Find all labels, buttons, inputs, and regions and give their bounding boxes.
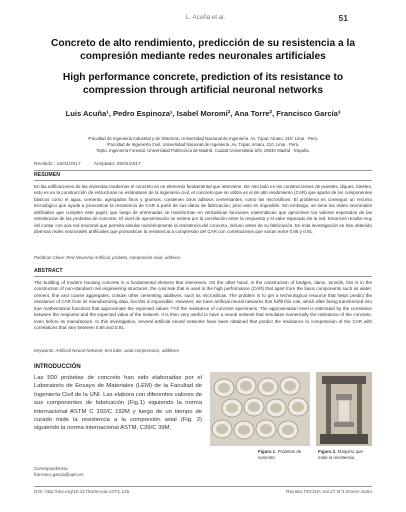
affiliation-2: ²Facultad de Ingeniería Civil, Universidad Nacional de Ingeniería. Av. Túpac Amaru, 210. Lima · Perú.: [106, 142, 300, 148]
author-list: Luis Acuña¹, Pedro Espinoza¹, Isabel Moromi², Ana Torre², Francisco García³: [65, 109, 341, 118]
abstract-keywords: Keywords: Artificial Neural Network, test tube, axial compression, additives: [34, 348, 180, 353]
resumen-rule: [34, 180, 372, 181]
figure-2-photo: [316, 372, 372, 446]
intro-heading: INTRODUCCIÓN: [34, 364, 81, 370]
doi-link[interactable]: DOI: http://doi.org/10.21754/tecnia.v27i1.125: [34, 490, 130, 495]
affiliation-3: ³Dpto. Ingeniería Forestal. Universidad Politécnica de Madrid, Ciudad Universitaria S/N, 28040 Madrid · España.: [96, 148, 310, 154]
figure-1-label: Figura 1.: [258, 449, 277, 454]
resumen-keywords: Palabras Clave: Red Neuronal Artificial, probeta, compresión axial, aditivos.: [34, 255, 181, 260]
figure-1-photo: [210, 372, 310, 446]
figure-1-text: Probetas de concreto: [258, 449, 302, 460]
accepted-date: Aceptado: 25/04/2017: [93, 162, 141, 167]
figure-1-caption: [258, 449, 310, 460]
correspondence-email[interactable]: francisco.garcia@upm.es: [34, 472, 84, 478]
received-date: Recibido : 15/01/2017: [34, 162, 81, 167]
abstract-text: The building of modern housing concrete is a fundamental element that intervenes. On the other hand, in the construction of bridges, dams, tunnels, this is in the construction of non-standard civil engineering structures, the concrete that is used is the high performance (CAR) that apart from the basic components such as water, cement, fine and coarse aggregates, contain other cementing additives, such as microsilicas. The problem is to get a technological resource that helps predict the resistance of CAR from its manufacturing data, but this is impossible. However, we have artificial neural networks that fulfill this role, which after being transformed into true mathematical functions that approximate the expected values ??of the resistance of concrete specimens. The approximation level is estimated by the correlation between the response and the expected value of the network. It is then very useful to have a neural network that simulates numerically the resistance of the concrete, even before its manufacture. In this investigation, several artificial neural networks have been obtained that predict the resistance to compression of the CAR with correlations that vary between 0.86 and 0.91.: [34, 280, 372, 331]
submission-dates: [34, 162, 372, 171]
correspondence: [34, 466, 84, 478]
affiliation-1: ¹Facultad de Ingeniería Industrial y de Sistemas, Universidad Nacional de Ingeniería. Av. Túpac Amaru, 210. Lima · Perú.: [87, 136, 319, 141]
abstract-rule: [34, 276, 372, 277]
affiliations: [40, 136, 366, 155]
resumen-text: En las edificaciones de las viviendas modernas el concreto es un elemento fundamental que interviene. De otro lado en las construcciones de puentes, diques, túneles, esto es en la construcción de estructuras no estándares de la ingeniería civil, el concreto que se utiliza es el de alto rendimiento (CAR) que aparte de los componentes básicos como el agua, cemento, agregados finos y gruesos, contienen otros aditivos cementantes, como las microsílices. El problema es conseguir un recurso tecnológico que ayude a pronosticar la resistencia de CAR a partir de sus datos de fabricación, pero esto es imposible. Sin embargo, se tiene las redes neuronales artificiales que cumplen este papel, que luego de entrenadas se transforman en verdaderas funciones matemáticas que aproximen los valores esperados de las resistencias de las probetas de concreto. El nivel de aproximación se estima por la correlación entre la respuesta y el valor esperado de la red. Entonces resulta muy útil contar con una red neuronal que permita simular numéricamente la resistencia del concreto, incluso antes de su fabricación. En esta investigación se han obtenido diversas redes neuronales artificiales que pronostican la resistencia a compresión del CAR con correlaciones que varían entre 0.86 y 0.91.: [34, 184, 372, 235]
abstract-heading: ABSTRACT: [34, 268, 63, 274]
page-number: 51: [338, 13, 348, 23]
testing-machine-image: [316, 372, 372, 446]
running-authors: L. Acuña et al.: [186, 14, 226, 21]
intro-text: Las 500 probetas de concreto han sido elaboradas por el Laboratorio de Ensayo de Materiales (LEM) de la Facultad de Ingeniería Civil de la UNI. Las elabora con diferentes valores de sus componentes de fabricación (Fig.1) siguiendo la norma internacional ASTM C 192/C 192M y luego de un tiempo de curado mide la resistencia a la compresión axial (Fig. 2) siguiendo la norma internacional ASTM, C39/C 39M.: [34, 375, 202, 432]
resumen-heading: RESUMEN: [34, 172, 60, 178]
title-english: High performance concrete, prediction of its resistance to compression through artificial neuronal networks: [62, 72, 344, 96]
figure-2-label: Figura 2.: [318, 449, 337, 454]
figure-2-caption: [318, 449, 372, 460]
journal-info: Revista TECNIA Vol.27 N°1 Enero-Junio: [286, 490, 372, 495]
title-spanish: Concreto de alto rendimiento, predicción de su resistencia a la compresión mediante redes neuronales artificiales: [50, 38, 355, 62]
footer-rule: [34, 486, 372, 487]
figure-2-text: Máquina que mide la resistencia: [318, 449, 363, 460]
concrete-specimens-image: [210, 372, 310, 446]
correspondence-label: Correspondencia:: [34, 466, 69, 471]
running-head: [0, 14, 406, 26]
